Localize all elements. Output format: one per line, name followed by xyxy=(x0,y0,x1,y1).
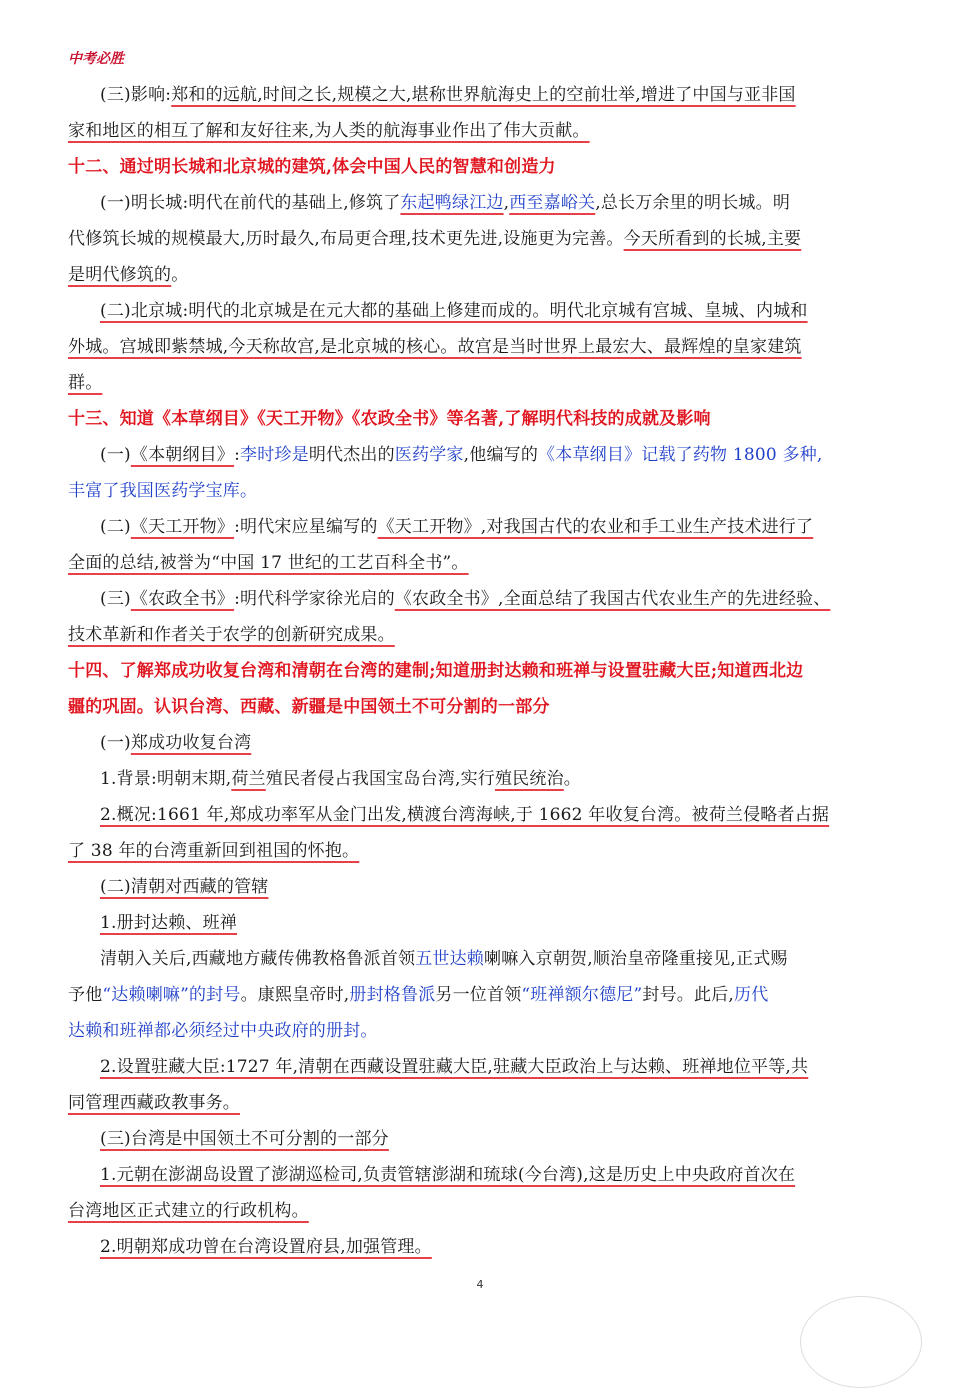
text-segment: 另一位首领 xyxy=(435,985,522,1005)
text-segment: 郑成功收复台湾 xyxy=(130,733,252,753)
text-line xyxy=(68,368,868,404)
text-line xyxy=(68,1124,868,1160)
text-line xyxy=(68,224,868,260)
text-line xyxy=(68,152,868,188)
text-segment: :明代科学家徐光启的 xyxy=(234,589,395,609)
document-body xyxy=(68,80,868,1268)
text-segment: ,他编写的 xyxy=(463,445,539,465)
text-segment: 十二、通过明长城和北京城的建筑,体会中国人民的智慧和创造力 xyxy=(68,157,556,177)
text-segment: 1.册封达赖、班禅 xyxy=(100,913,238,933)
text-line xyxy=(68,188,868,224)
text-line xyxy=(68,476,868,512)
text-segment: 外城。宫城即紫禁城,今天称故宫,是北京城的核心。故宫是当时世界上最宏大、最辉煌的皇家建筑 xyxy=(68,337,802,357)
text-segment: (三) xyxy=(100,589,131,609)
text-line xyxy=(68,404,868,440)
text-segment: 代修筑长城的规模最大,历时最久,布局更合理,技术更先进,设施更为完善。 xyxy=(68,229,624,249)
text-line xyxy=(68,260,868,296)
text-segment: 。 xyxy=(171,265,189,285)
text-segment: 喇嘛入京朝贺,顺治皇帝隆重接见,正式赐 xyxy=(484,949,788,969)
text-line xyxy=(68,512,868,548)
text-segment: 殖民统治 xyxy=(494,769,564,789)
text-line xyxy=(68,116,868,152)
text-segment: (一) xyxy=(100,733,131,753)
text-segment: 。 xyxy=(563,769,581,789)
text-segment: 台湾地区正式建立的行政机构。 xyxy=(68,1201,309,1221)
header-brand: 中考必胜 xyxy=(68,51,124,67)
text-segment: 。康熙皇帝时, xyxy=(240,985,350,1005)
text-segment: 《本草纲目》记载了药物 1800 多种, xyxy=(538,445,823,465)
text-line xyxy=(68,1088,868,1124)
text-line xyxy=(68,728,868,764)
text-segment: “班禅额尔德尼” xyxy=(521,985,643,1005)
text-line xyxy=(68,440,868,476)
text-line xyxy=(68,584,868,620)
text-segment: (二) xyxy=(100,517,131,537)
text-line xyxy=(68,1196,868,1232)
text-line xyxy=(68,620,868,656)
text-segment: 明代杰出的 xyxy=(308,445,395,465)
corner-watermark xyxy=(800,1296,922,1388)
text-segment: 《农政全书》,全面总结了我国古代农业生产的先进经验、 xyxy=(394,589,831,609)
text-segment: (三)台湾是中国领土不可分割的一部分 xyxy=(100,1129,389,1149)
text-segment: 全面的总结,被誉为“中国 17 世纪的工艺百科全书”。 xyxy=(68,553,469,573)
text-segment: ,总长万余里的明长城。明 xyxy=(595,193,791,213)
text-segment: 2.概况:1661 年,郑成功率军从金门出发,横渡台湾海峡,于 1662 年收复台湾。被荷兰侵略者占据 xyxy=(100,805,830,825)
text-segment: 予他 xyxy=(68,985,103,1005)
text-line xyxy=(68,296,868,332)
text-segment: 历代 xyxy=(734,985,769,1005)
text-segment: 清朝入关后,西藏地方藏传佛教格鲁派首领 xyxy=(100,949,416,969)
text-segment: 今天所看到的长城,主要 xyxy=(623,229,802,249)
text-line xyxy=(68,332,868,368)
text-segment: (二)清朝对西藏的管辖 xyxy=(100,877,269,897)
text-segment: 疆的巩固。认识台湾、西藏、新疆是中国领土不可分割的一部分 xyxy=(68,697,550,717)
text-line xyxy=(68,656,868,692)
text-segment: 医药学家 xyxy=(394,445,464,465)
text-line xyxy=(68,1052,868,1088)
text-segment: 十四、了解郑成功收复台湾和清朝在台湾的建制;知道册封达赖和班禅与设置驻藏大臣;知道西北边 xyxy=(68,661,804,681)
text-line xyxy=(68,1016,868,1052)
text-segment: 郑和的远航,时间之长,规模之大,堪称世界航海史上的空前壮举,增进了中国与亚非国 xyxy=(171,85,796,105)
text-segment: 技术革新和作者关于农学的创新研究成果。 xyxy=(68,625,395,645)
text-segment: 是明代修筑的 xyxy=(68,265,172,285)
text-segment: (二)北京城:明代的北京城是在元大都的基础上修建而成的。明代北京城有宫城、皇城、内城和 xyxy=(100,301,808,321)
text-segment: 殖民者侵占我国宝岛台湾,实行 xyxy=(265,769,495,789)
text-segment: 五世达赖 xyxy=(415,949,485,969)
text-segment: 册封格鲁派 xyxy=(349,985,436,1005)
text-segment: 2.明朝郑成功曾在台湾设置府县,加强管理。 xyxy=(100,1237,432,1257)
text-segment: 1.背景:明朝末期, xyxy=(100,769,232,789)
text-segment: 同管理西藏政教事务。 xyxy=(68,1093,240,1113)
text-line xyxy=(68,692,868,728)
text-segment: (三)影响: xyxy=(100,85,172,105)
text-line xyxy=(68,872,868,908)
text-line xyxy=(68,908,868,944)
text-segment: (一) xyxy=(100,445,131,465)
text-line xyxy=(68,980,868,1016)
text-segment: 群。 xyxy=(68,373,103,393)
text-segment: :明代宋应星编写的 xyxy=(234,517,378,537)
text-segment: , xyxy=(503,193,510,213)
text-segment: 了 38 年的台湾重新回到祖国的怀抱。 xyxy=(68,841,360,861)
text-segment: 家和地区的相互了解和友好往来,为人类的航海事业作出了伟大贡献。 xyxy=(68,121,590,141)
text-line xyxy=(68,836,868,872)
text-segment: 荷兰 xyxy=(231,769,266,789)
text-segment: 达赖和班禅都必须经过中央政府的册封。 xyxy=(68,1021,378,1041)
text-segment: 1.元朝在澎湖岛设置了澎湖巡检司,负责管辖澎湖和琉球(今台湾),这是历史上中央政府首次在 xyxy=(100,1165,796,1185)
text-segment: 李时珍是 xyxy=(240,445,309,465)
text-line xyxy=(68,1160,868,1196)
page-number: 4 xyxy=(476,1278,484,1291)
text-segment: 《本朝纲目》 xyxy=(130,445,235,465)
text-line xyxy=(68,80,868,116)
text-line xyxy=(68,1232,868,1268)
text-line xyxy=(68,800,868,836)
text-segment: 东起鸭绿江边 xyxy=(400,193,504,213)
text-segment: 封号。此后, xyxy=(642,985,734,1005)
text-segment: 西至嘉峪关 xyxy=(509,193,596,213)
text-line xyxy=(68,548,868,584)
text-segment: 《天工开物》 xyxy=(130,517,235,537)
text-segment: 十三、知道《本草纲目》《天工开物》《农政全书》等名著,了解明代科技的成就及影响 xyxy=(68,409,711,429)
text-segment: 《天工开物》,对我国古代的农业和手工业生产技术进行了 xyxy=(377,517,814,537)
text-line xyxy=(68,944,868,980)
text-segment: 丰富了我国医药学宝库。 xyxy=(68,481,258,501)
text-segment: “达赖喇嘛”的封号 xyxy=(102,985,241,1005)
text-segment: (一)明长城:明代在前代的基础上,修筑了 xyxy=(100,193,401,213)
text-segment: 《农政全书》 xyxy=(130,589,235,609)
text-segment: : xyxy=(234,445,241,465)
text-line xyxy=(68,764,868,800)
text-segment: 2.设置驻藏大臣:1727 年,清朝在西藏设置驻藏大臣,驻藏大臣政治上与达赖、班禅地位平等,共 xyxy=(100,1057,809,1077)
